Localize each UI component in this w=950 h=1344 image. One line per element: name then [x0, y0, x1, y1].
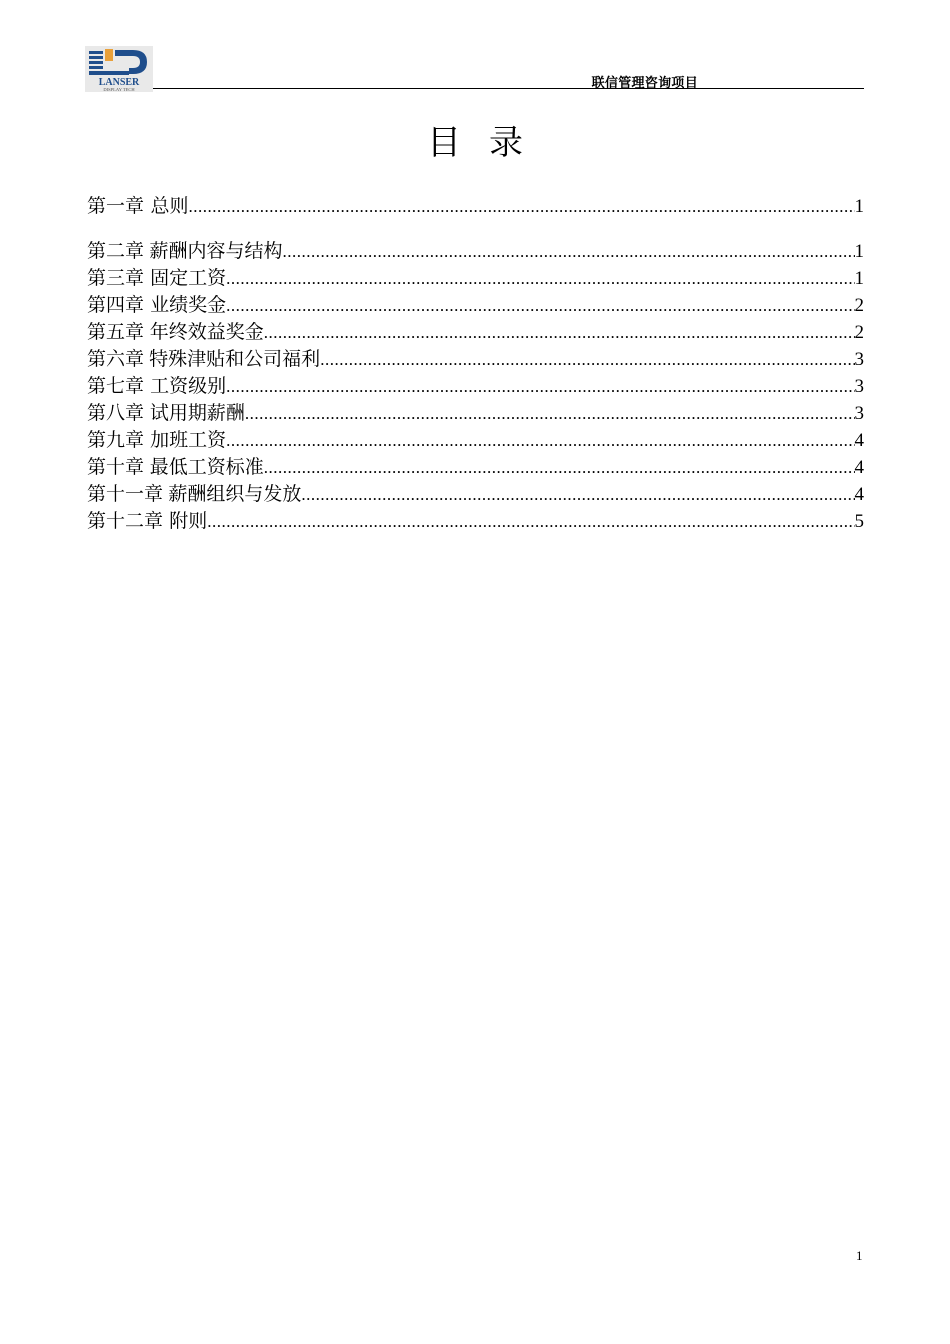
toc-dot-leader	[226, 265, 854, 292]
logo-subtext: DISPLAY TECH	[103, 87, 135, 92]
toc-chapter-number: 第十一章	[87, 483, 164, 505]
toc-entry[interactable]	[87, 346, 864, 373]
toc-entry[interactable]	[87, 508, 864, 535]
toc-page-number: 3	[854, 376, 864, 397]
toc-chapter-number: 第七章	[87, 375, 145, 397]
page-header	[85, 46, 864, 92]
toc-page-number: 2	[854, 322, 864, 343]
header-rule	[153, 88, 864, 89]
logo-text: LANSER	[98, 77, 140, 88]
toc-chapter-number: 第九章	[87, 429, 145, 451]
toc-chapter-number: 第一章	[87, 195, 145, 217]
toc-entry[interactable]	[87, 292, 864, 319]
toc-chapter-title: 业绩奖金	[150, 294, 227, 316]
toc-chapter-title: 固定工资	[150, 267, 227, 289]
toc-chapter-title: 工资级别	[150, 375, 227, 397]
header-project-title: 联信管理咨询项目	[591, 76, 698, 91]
toc-chapter-title: 薪酬内容与结构	[149, 240, 283, 262]
toc-entry[interactable]	[87, 373, 864, 400]
toc-dot-leader	[226, 292, 854, 319]
toc-chapter-title: 附则	[169, 510, 208, 532]
toc-chapter-number: 第十章	[87, 456, 145, 478]
toc-dot-leader	[207, 508, 854, 535]
toc-entry[interactable]	[87, 238, 864, 265]
toc-dot-leader	[264, 454, 855, 481]
toc-dot-leader	[301, 481, 854, 508]
toc-chapter-title: 加班工资	[150, 429, 227, 451]
toc-entry[interactable]	[87, 265, 864, 292]
toc-chapter-number: 第二章	[87, 240, 145, 262]
toc-chapter-number: 第八章	[87, 402, 145, 424]
toc-page-number: 4	[854, 484, 864, 505]
toc-page-number: 5	[854, 511, 864, 532]
toc-entry[interactable]	[87, 319, 864, 346]
toc-chapter-title: 薪酬组织与发放	[168, 483, 302, 505]
toc-chapter-title: 最低工资标准	[149, 456, 264, 478]
table-of-contents	[87, 193, 864, 535]
company-logo	[85, 46, 153, 92]
toc-entry[interactable]	[87, 193, 864, 220]
toc-chapter-number: 第五章	[87, 321, 145, 343]
toc-dot-leader	[320, 346, 854, 373]
toc-dot-leader	[188, 193, 854, 220]
toc-entry[interactable]	[87, 454, 864, 481]
toc-page-number: 3	[854, 403, 864, 424]
toc-page-number: 4	[854, 430, 864, 451]
toc-dot-leader	[264, 319, 855, 346]
toc-chapter-title: 总则	[150, 195, 189, 217]
toc-page-number: 1	[854, 241, 864, 262]
toc-chapter-title: 特殊津贴和公司福利	[149, 348, 321, 370]
toc-chapter-number: 第十二章	[87, 510, 164, 532]
toc-page-number: 4	[854, 457, 864, 478]
toc-dot-leader	[226, 373, 854, 400]
toc-heading: 目录	[427, 123, 551, 163]
toc-chapter-title: 年终效益奖金	[149, 321, 264, 343]
toc-entry[interactable]	[87, 400, 864, 427]
toc-dot-leader	[283, 238, 855, 265]
toc-entry[interactable]	[87, 481, 864, 508]
toc-page-number: 1	[854, 196, 864, 217]
toc-chapter-number: 第四章	[87, 294, 145, 316]
footer-page-number: 1	[856, 1248, 863, 1263]
toc-chapter-title: 试用期薪酬	[149, 402, 245, 424]
toc-dot-leader	[245, 400, 855, 427]
toc-page-number: 3	[854, 349, 864, 370]
toc-page-number: 1	[854, 268, 864, 289]
toc-entry[interactable]	[87, 427, 864, 454]
toc-chapter-number: 第三章	[87, 267, 145, 289]
toc-dot-leader	[226, 427, 854, 454]
toc-chapter-number: 第六章	[87, 348, 145, 370]
toc-page-number: 2	[854, 295, 864, 316]
